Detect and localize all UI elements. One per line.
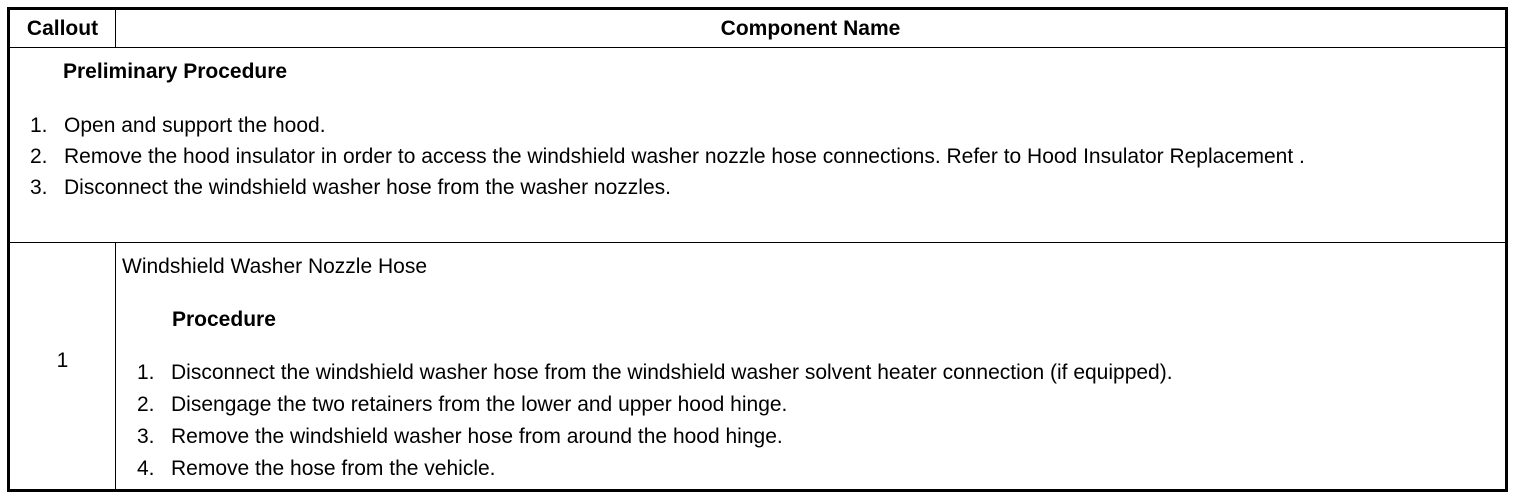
list-item [30,172,1495,203]
list-item [137,389,1495,421]
table-row [9,243,1507,491]
list-item [137,453,1495,485]
step-text: Disconnect the windshield washer hose from the washer nozzles. [64,175,671,199]
list-item [30,141,1495,172]
component-cell [116,243,1507,491]
step-text: Remove the windshield washer hose from around the hood hinge. [171,425,783,448]
list-item [137,357,1495,389]
step-text: Disengage the two retainers from the lower and upper hood hinge. [171,393,788,416]
step-number: 3. [137,425,155,448]
list-item [137,421,1495,453]
procedure-steps-list [137,357,1495,485]
step-number: 4. [137,457,155,480]
preliminary-row [9,48,1507,243]
step-text: Remove the hood insulator in order to access the windshield washer nozzle hose connections. Refer to Hood Insulator Replacement . [64,144,1305,168]
step-number: 2. [137,393,155,416]
preliminary-procedure-title: Preliminary Procedure [63,60,288,83]
preliminary-steps-list [30,110,1495,203]
step-text: Open and support the hood. [64,113,326,137]
step-number: 1. [137,361,155,384]
callout-number: 1 [9,243,116,491]
step-number: 1. [30,113,48,137]
step-number: 3. [30,175,48,199]
callout-header: Callout [9,9,116,48]
step-text: Disconnect the windshield washer hose from the windshield washer solvent heater connection (if equipped). [171,361,1173,384]
header-row [9,9,1507,48]
procedure-title: Procedure [172,308,276,331]
preliminary-procedure-cell [9,48,1507,243]
component-name: Windshield Washer Nozzle Hose [122,255,428,278]
step-number: 2. [30,144,48,168]
step-text: Remove the hose from the vehicle. [171,457,496,480]
procedure-table [7,7,1508,492]
list-item [30,110,1495,141]
component-name-header: Component Name [116,9,1507,48]
